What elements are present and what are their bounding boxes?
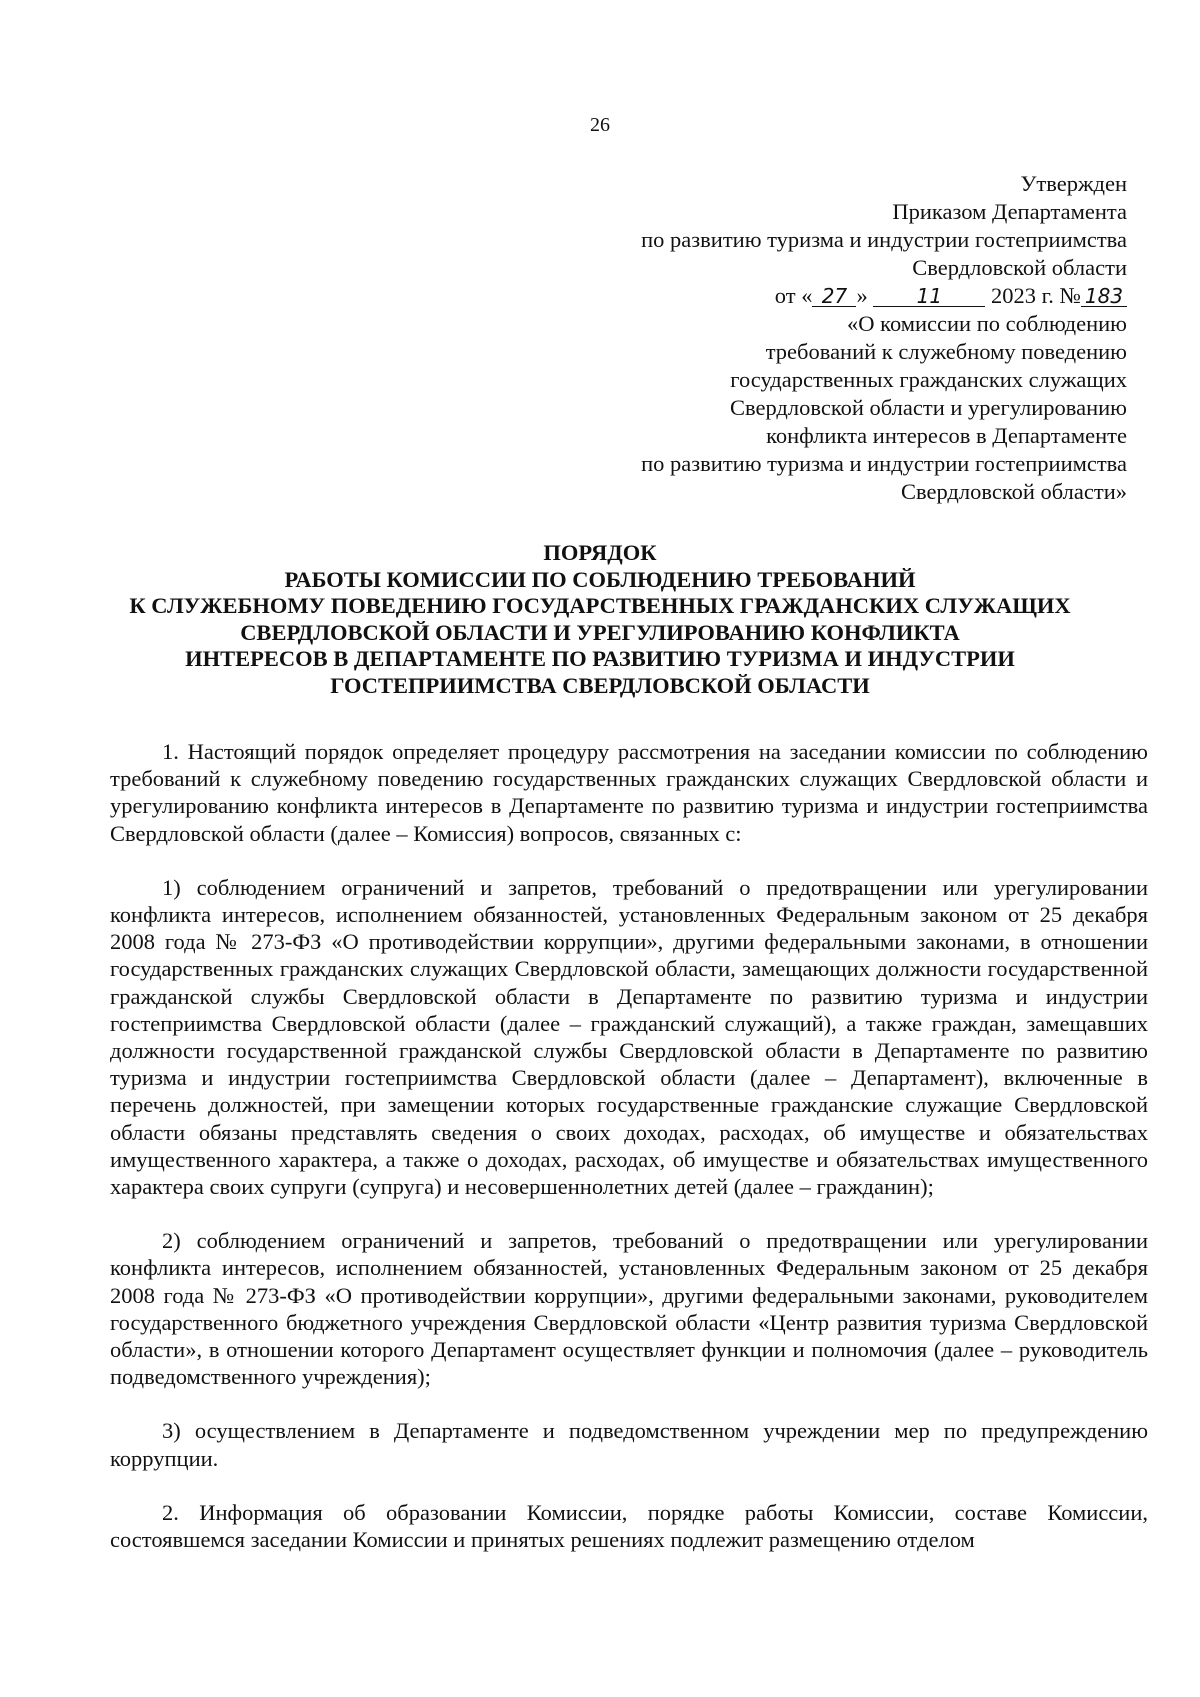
order-title-line: требований к служебному поведению <box>765 339 1127 364</box>
approval-line: Свердловской области <box>912 255 1127 280</box>
date-year-number-label: 2023 г. № <box>990 283 1081 308</box>
order-title-line: государственных гражданских служащих <box>730 367 1127 392</box>
document-title <box>0 540 1200 699</box>
paragraph: 2. Информация об образовании Комиссии, порядке работы Комиссии, составе Комиссии, состоявшемся заседании Комиссии и принятых решениях подлежит размещению отделом <box>110 1499 1148 1553</box>
paragraph: 1. Настоящий порядок определяет процедуру рассмотрения на заседании комиссии по соблюдению требований к служебному поведению государственных гражданских служащих Свердловской области и урегулированию конфликта интересов в Департаменте по развитию туризма и индустрии гостеприимства Свердловской области (далее – Комиссия) вопросов, связанных с: <box>110 739 1148 846</box>
date-mid: » <box>856 283 868 308</box>
title-line: СВЕРДЛОВСКОЙ ОБЛАСТИ И УРЕГУЛИРОВАНИЮ КОНФЛИКТА <box>240 619 960 645</box>
approval-line: Приказом Департамента <box>892 199 1127 224</box>
approval-line: Утвержден <box>1020 171 1127 196</box>
page-number: 26 <box>590 114 610 136</box>
title-line: ГОСТЕПРИИМСТВА СВЕРДЛОВСКОЙ ОБЛАСТИ <box>330 672 870 698</box>
approval-stamp <box>567 170 1127 506</box>
order-title-line: Свердловской области» <box>900 479 1127 504</box>
title-line: РАБОТЫ КОМИССИИ ПО СОБЛЮДЕНИЮ ТРЕБОВАНИЙ <box>284 566 916 592</box>
title-line: К СЛУЖЕБНОМУ ПОВЕДЕНИЮ ГОСУДАРСТВЕННЫХ ГРАЖДАНСКИХ СЛУЖАЩИХ <box>129 593 1071 618</box>
paragraph: 3) осуществлением в Департаменте и подведомственном учреждении мер по предупреждению коррупции. <box>110 1418 1148 1471</box>
approval-date-line <box>567 282 1127 310</box>
approval-line: по развитию туризма и индустрии гостеприимства <box>641 227 1127 252</box>
title-line: ИНТЕРЕСОВ В ДЕПАРТАМЕНТЕ ПО РАЗВИТИЮ ТУРИЗМА И ИНДУСТРИИ <box>185 646 1015 671</box>
handwritten-day: 27 <box>812 286 856 307</box>
order-title-line: по развитию туризма и индустрии гостеприимства <box>641 451 1127 476</box>
handwritten-order-number: 183 <box>1081 286 1127 307</box>
paragraph: 1) соблюдением ограничений и запретов, требований о предотвращении или урегулировании конфликта интересов, исполнением обязанностей, установленных Федеральным законом от 25 декабря 2008 года № 273-ФЗ «О противодействии коррупции», другими федеральными законами, в отношении государственных гражданских служащих Свердловской области, замещающих должности государственной гражданской службы Свердловской области в Департаменте по развитию туризма и индустрии гостеприимства Свердловской области (далее – гражданский служащий), а также граждан, замещавших должности государственной гражданской службы Свердловской области в Департаменте по развитию туризма и индустрии гостеприимства Свердловской области (далее – Департамент), включенные в перечень должностей, при замещении которых государственные гражданские служащие Свердловской области обязаны представлять сведения о своих доходах, расходах, об имуществе и обязательствах имущественного характера, а также о доходах, расходах, об имуществе и обязательствах имущественного характера своих супруги (супруга) и несовершеннолетних детей (далее – гражданин); <box>110 874 1148 1200</box>
date-prefix: от « <box>774 283 813 308</box>
order-title-line: конфликта интересов в Департаменте <box>766 423 1127 448</box>
handwritten-month: 11 <box>873 286 985 307</box>
order-title-line: Свердловской области и урегулированию <box>729 395 1127 420</box>
paragraph: 2) соблюдением ограничений и запретов, требований о предотвращении или урегулировании конфликта интересов, исполнением обязанностей, установленных Федеральным законом от 25 декабря 2008 года № 273-ФЗ «О противодействии коррупции», другими федеральными законами, руководителем государственного бюджетного учреждения Свердловской области «Центр развития туризма Свердловской области», в отношении которого Департамент осуществляет функции и полномочия (далее – руководитель подведомственного учреждения); <box>110 1228 1148 1390</box>
order-title-line: «О комиссии по соблюдению <box>847 311 1127 336</box>
document-body <box>110 738 1148 1580</box>
title-heading: ПОРЯДОК <box>543 540 657 565</box>
